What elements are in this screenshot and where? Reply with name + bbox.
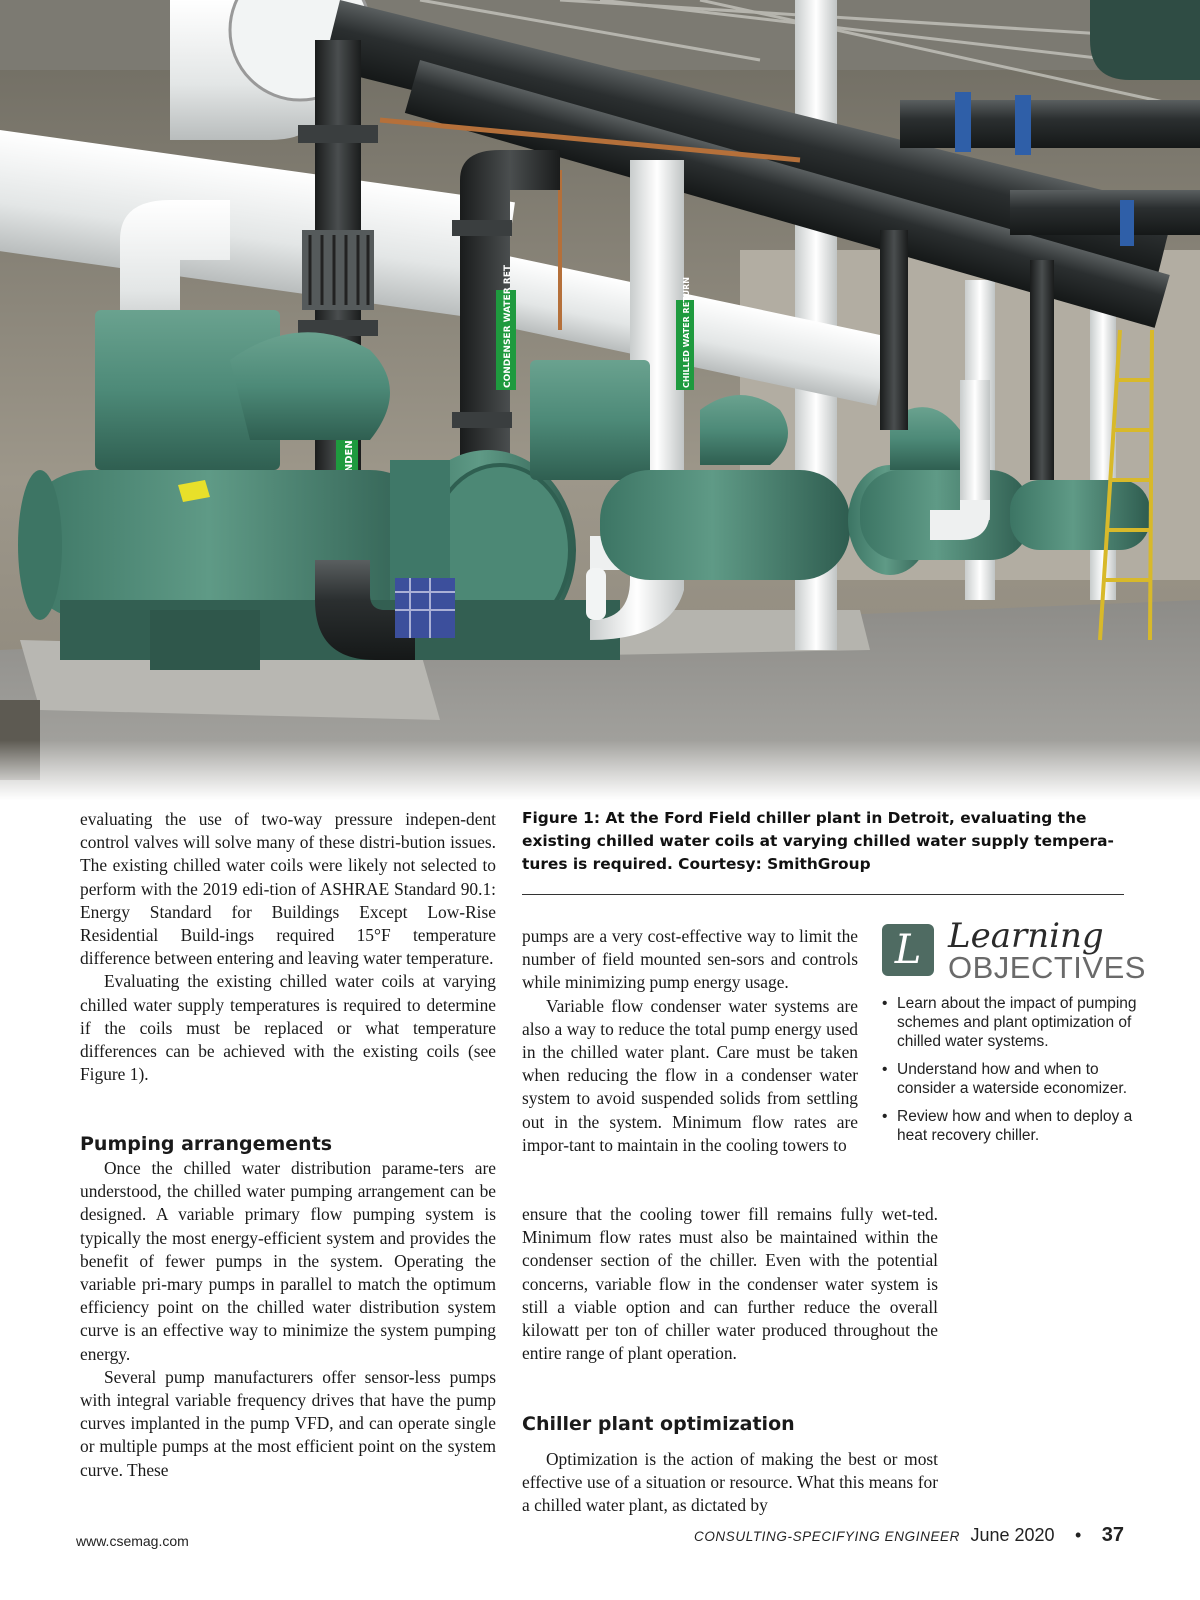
footer-separator: • xyxy=(1074,1525,1082,1545)
body-paragraph: Evaluating the existing chilled water coils at varying chilled water supply temperatures is required to determine if the coils must be replaced or what temperature differences can be achieved with the existing coils (see Figure 1). xyxy=(80,971,496,1085)
objective-item xyxy=(880,1060,1140,1098)
issue-date: June 2020 xyxy=(970,1525,1055,1545)
pipe-label-chilled-return: CHILLED WATER RETURN xyxy=(682,277,691,388)
column-2-optimization xyxy=(522,1448,938,1518)
column-2-wide xyxy=(522,1203,938,1365)
objective-text: Understand how and when to consider a waterside economizer. xyxy=(897,1061,1128,1097)
body-paragraph: Optimization is the action of making the best or most effective use of a situation or resource. What this means for a chilled water plant, as dictated by xyxy=(522,1449,938,1516)
bullet-icon: • xyxy=(882,1108,888,1125)
footer-website-link[interactable]: www.csemag.com xyxy=(76,1533,189,1549)
objective-text: Learn about the impact of pumping schemes and plant optimization of chilled water systems. xyxy=(897,995,1137,1050)
column-2-narrow xyxy=(522,925,858,1157)
body-paragraph: ensure that the cooling tower fill remains fully wet-ted. Minimum flow rates must also be maintained within the condenser section of the chiller. Even with the potential concerns, variable flow in the condenser water system is still a viable option and can further reduce the overall kilowatt per ton of chiller water produced throughout the entire range of plant operation. xyxy=(522,1204,938,1364)
footer-folio xyxy=(694,1524,1124,1547)
page-number: 37 xyxy=(1101,1524,1124,1546)
objectives-list xyxy=(880,994,1140,1154)
learning-title: Learning xyxy=(948,916,1104,956)
magazine-name: CONSULTING-SPECIFYING ENGINEER xyxy=(693,1529,960,1544)
body-paragraph: evaluating the use of two-way pressure indepen-dent control valves will solve many of these distri-bution issues. The existing chilled water coils were likely not selected to perform with the 2019 edi-tion of ASHRAE Standard 90.1: Energy Standard for Buildings Except Low-Rise Residential Build-ings required 15°F temperature difference between entering and leaving water temperature. xyxy=(80,809,496,969)
objective-text: Review how and when to deploy a heat recovery chiller. xyxy=(897,1108,1133,1144)
learning-objectives-badge: L xyxy=(882,924,934,976)
body-paragraph: pumps are a very cost-effective way to limit the number of field mounted sen-sors and controls while minimizing pump energy usage. xyxy=(522,926,858,993)
section-heading-pumping: Pumping arrangements xyxy=(80,1133,333,1155)
objective-item xyxy=(880,1107,1140,1145)
column-1 xyxy=(80,808,496,1086)
figure-caption: Figure 1: At the Ford Field chiller plant in Detroit, evaluating the existing chilled water coils at varying chilled water supply tempera-tures is required. Courtesy: SmithGroup xyxy=(522,809,1114,873)
pipe-label-condenser-return: CONDENSER WATER RET xyxy=(503,265,513,388)
column-1-continued xyxy=(80,1157,496,1482)
bullet-icon: • xyxy=(882,995,888,1012)
body-paragraph: Several pump manufacturers offer sensor-less pumps with integral variable frequency drives that have the pump curves implanted in the pump VFD, and can operate single or multiple pumps at the most efficient point on the system curve. These xyxy=(80,1366,496,1480)
objectives-title: OBJECTIVES xyxy=(948,950,1146,985)
body-paragraph: Variable flow condenser water systems are also a way to reduce the total pump energy used in the chilled water plant. Care must be taken when reducing the flow in a condenser water system to avoid suspended solids from settling out in the system. Minimum flow rates are impor-tant to maintain in the cooling towers to xyxy=(522,995,858,1155)
body-paragraph: Once the chilled water distribution parame-ters are understood, the chilled water pumping arrangement can be designed. A variable primary flow pumping system is typically the most energy-efficient system and provides the benefit of fewer pumps in the system. Operating the variable pri-mary pumps in parallel to match the optimum efficiency point on the chilled water distribution system curve is an effective way to minimize the system pumping energy. xyxy=(80,1158,496,1364)
bullet-icon: • xyxy=(882,1061,888,1078)
objective-item xyxy=(880,994,1140,1051)
section-heading-optimization: Chiller plant optimization xyxy=(522,1413,795,1435)
caption-divider xyxy=(522,894,1124,895)
